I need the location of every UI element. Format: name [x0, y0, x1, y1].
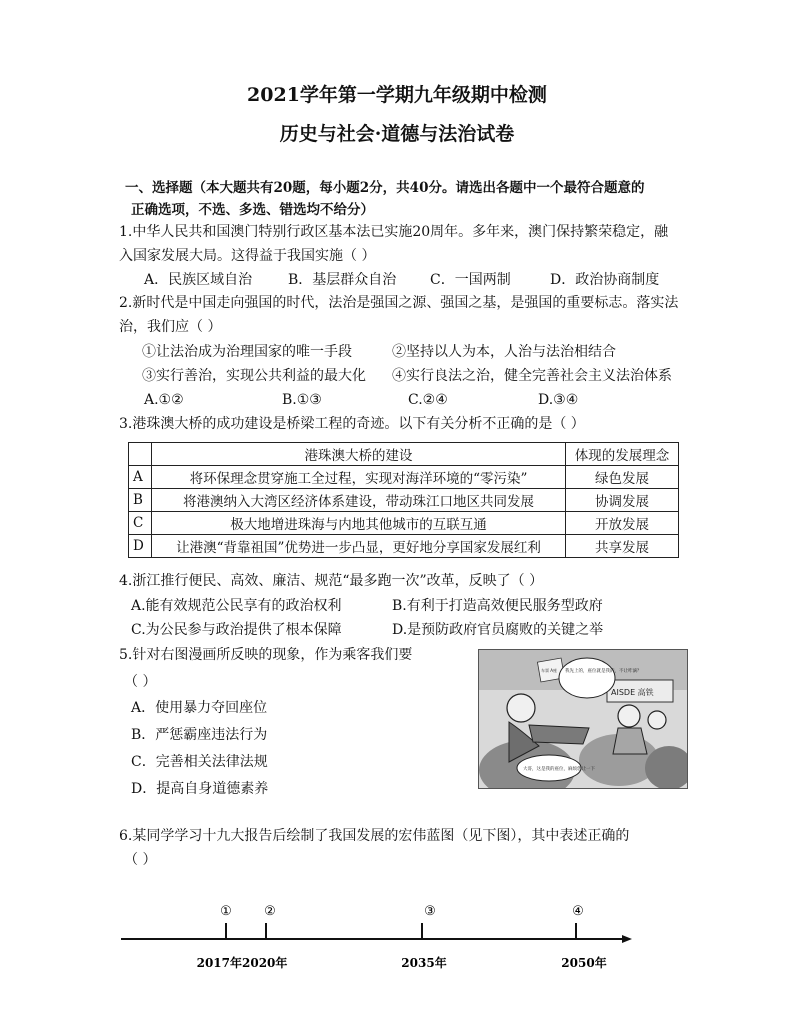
page-title: 2021学年第一学期九年级期中检测 [247, 84, 547, 106]
q4-option-d: D.是预防政府官员腐败的关键之举 [392, 622, 604, 638]
q5-stem-cont: （ ） [124, 674, 157, 690]
table-row [129, 489, 679, 512]
q1-option-d: D．政治协商制度 [550, 272, 660, 288]
timeline-label-2050: 2050年 [561, 956, 607, 970]
cartoon-illustration [479, 650, 687, 788]
q2-option-b: B.①③ [282, 392, 322, 408]
q6-stem: 6.某同学学习十九大报告后绘制了我国发展的宏伟蓝图（见下图），其中表述正确的 [119, 828, 630, 844]
table-header-row [129, 443, 679, 466]
table-row [129, 535, 679, 558]
q4-option-a: A.能有效规范公民享有的政治权利 [131, 598, 342, 614]
cartoon-sign: AISDE 高铁 [611, 688, 654, 697]
table-header-cell: 体现的发展理念 [566, 443, 679, 466]
q1-option-c: C．一国两制 [430, 272, 511, 288]
table-header-cell: 港珠澳大桥的建设 [152, 443, 566, 466]
timeline-marker-2: ② [264, 904, 276, 919]
table-cell: 让港澳“背靠祖国”优势进一步凸显，更好地分享国家发展红利 [152, 535, 566, 558]
cartoon-bubble-2: 大哥，这是我的座位，麻烦您让一下 [523, 767, 595, 772]
q2-option-a: A.①② [144, 392, 184, 408]
table-cell: 将环保理念贯穿施工全过程，实现对海洋环境的“零污染” [152, 466, 566, 489]
q2-stem: 2.新时代是中国走向强国的时代，法治是强国之源、强国之基，是强国的重要标志。落实法 [119, 295, 679, 311]
seat-hogging-cartoon [478, 649, 688, 789]
q2-stem-cont: 治，我们应（ ） [119, 319, 222, 335]
q3-stem: 3.港珠澳大桥的成功建设是桥梁工程的奇迹。以下有关分析不正确的是（ ） [119, 416, 585, 432]
timeline-diagram [118, 895, 638, 975]
table-cell: 开放发展 [566, 512, 679, 535]
q1-stem: 1.中华人民共和国澳门特别行政区基本法已实施20周年。多年来，澳门保持繁荣稳定，融 [119, 224, 669, 240]
q4-stem: 4.浙江推行便民、高效、廉洁、规范“最多跑一次”改革，反映了（ ） [119, 573, 544, 589]
q2-item-4: ④实行良法之治，健全完善社会主义法治体系 [392, 368, 672, 384]
development-timeline [118, 895, 638, 975]
q3-table [128, 442, 679, 558]
table-cell: B [129, 489, 152, 512]
timeline-arrow [622, 935, 632, 943]
cartoon-ticket: 车票 A座 [541, 668, 558, 673]
table-cell: 协调发展 [566, 489, 679, 512]
table-cell: 绿色发展 [566, 466, 679, 489]
timeline-label-2017-2020: 2017年2020年 [196, 956, 288, 970]
table-cell: D [129, 535, 152, 558]
q4-option-c: C.为公民参与政治提供了根本保障 [131, 622, 342, 638]
table-cell: 极大地增进珠海与内地其他城市的互联互通 [152, 512, 566, 535]
page-subtitle: 历史与社会·道德与法治试卷 [279, 123, 515, 145]
q2-option-d: D.③④ [538, 392, 579, 408]
timeline-marker-3: ③ [424, 904, 436, 919]
section-heading: 一、选择题（本大题共有20题，每小题2分，共40分。请选出各题中一个最符合题意的 [125, 180, 645, 196]
cartoon-bubble-1: 我先上的，座位就是我的，不让咋滴？ [565, 669, 642, 674]
q1-option-a: A．民族区域自治 [144, 272, 253, 288]
q2-item-2: ②坚持以人为本，人治与法治相结合 [392, 344, 616, 360]
q5-stem: 5.针对右图漫画所反映的现象，作为乘客我们要 [119, 647, 413, 663]
table-cell: A [129, 466, 152, 489]
q5-option-c: C．完善相关法律法规 [131, 754, 268, 770]
table-cell: C [129, 512, 152, 535]
timeline-marker-1: ① [220, 904, 232, 919]
table-header-cell [129, 443, 152, 466]
q1-stem-cont: 入国家发展大局。这得益于我国实施（ ） [119, 248, 376, 264]
q4-option-b: B.有利于打造高效便民服务型政府 [392, 598, 603, 614]
table-row [129, 466, 679, 489]
q5-option-b: B．严惩霸座违法行为 [131, 727, 268, 743]
q5-option-d: D．提高自身道德素养 [131, 781, 269, 797]
table-cell: 将港澳纳入大湾区经济体系建设，带动珠江口地区共同发展 [152, 489, 566, 512]
q2-item-3: ③实行善治，实现公共利益的最大化 [142, 368, 366, 384]
timeline-label-2035: 2035年 [401, 956, 447, 970]
table-cell: 共享发展 [566, 535, 679, 558]
q2-option-c: C.②④ [408, 392, 448, 408]
q5-option-a: A．使用暴力夺回座位 [131, 700, 268, 716]
q2-item-1: ①让法治成为治理国家的唯一手段 [142, 344, 352, 360]
section-heading-cont: 正确选项，不选、多选、错选均不给分） [131, 202, 374, 218]
timeline-marker-4: ④ [572, 904, 584, 919]
q1-option-b: B．基层群众自治 [288, 272, 397, 288]
q6-stem-cont: （ ） [124, 852, 157, 868]
table-row [129, 512, 679, 535]
